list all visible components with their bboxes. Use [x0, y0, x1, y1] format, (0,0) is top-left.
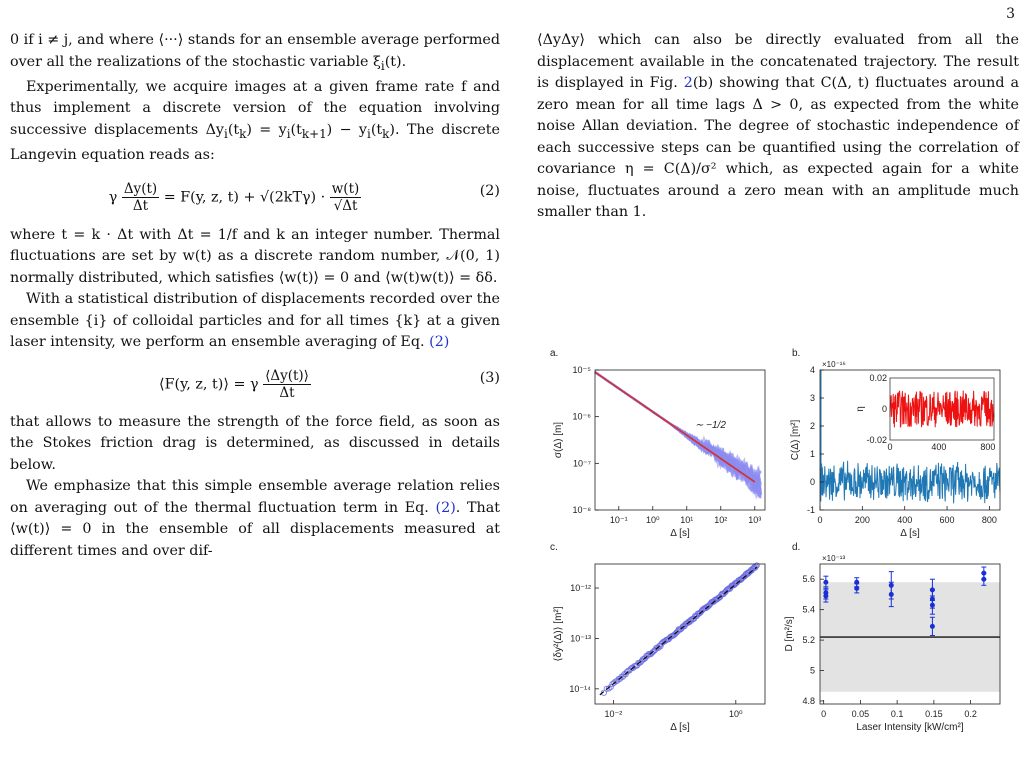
- panel-d-ytick-label: 5.6: [802, 574, 815, 585]
- panel-b-inset-ytick-label: 0.02: [869, 373, 887, 383]
- panel-d-point: [823, 593, 828, 598]
- panel-b-ytick-label: 2: [809, 421, 815, 431]
- panel-d-xtick-label: 0.1: [890, 709, 904, 719]
- paragraph-3: where t = k · Δt with Δt = 1/f and k an integer number. Thermal fluctuations are set by w(t) as a discrete random number, 𝒩(0, 1) normally distributed, which satisfies ⟨w(t)⟩ = 0 and ⟨w(t)w(t)⟩ = δδ.: [10, 226, 500, 286]
- panel-a-ytick-label: 10⁻⁵: [572, 365, 591, 375]
- panel-d-point: [930, 624, 935, 629]
- equation-2: γ $\frac{\Delta y(t)}{\Delta t}$ = F(y, z, t) + √(2kTγ) · $\frac{w(t)}{√\Delta t}$ (2): [108, 180, 500, 214]
- equation-3: ⟨F(y, z, t)⟩ = γ $\frac{⟨\Delta y(t)⟩}{\Delta t}$ (3): [159, 367, 500, 401]
- panel-b-inset-xtick-label: 0: [887, 442, 893, 452]
- panel-a-xtick-label: 10⁻¹: [609, 515, 628, 525]
- panel-b-inset-xtick-label: 400: [931, 442, 947, 452]
- panel-d-exponent: ×10⁻¹³: [822, 554, 846, 563]
- panel-a-xtick-label: 10³: [748, 515, 762, 525]
- panel-d-point: [823, 580, 828, 585]
- panel-a-axes: [595, 370, 765, 510]
- panel-b-inset-ylabel: η: [855, 406, 866, 412]
- panel-d-label: d.: [792, 542, 801, 553]
- panel-a-xtick-label: 10⁰: [645, 515, 660, 525]
- panel-d-point: [981, 571, 986, 576]
- panel-a-ylabel: σ(Δ) [m]: [553, 421, 564, 459]
- panel-a-ytick-label: 10⁻⁷: [572, 458, 591, 469]
- panel-c-ylabel: ⟨δy²(Δ)⟩ [m²]: [553, 606, 564, 662]
- panel-b-xtick-label: 600: [939, 515, 955, 525]
- equation-3-number: (3): [479, 369, 500, 386]
- panel-b-xlabel: Δ [s]: [900, 528, 920, 539]
- panel-b-inset-ytick-label: -0.02: [866, 435, 887, 445]
- panel-c-ytick-label: 10⁻¹²: [570, 583, 591, 594]
- panel-c-xtick-label: 10⁰: [728, 709, 743, 719]
- panel-b-data-line: [820, 461, 1000, 504]
- panel-d-xlabel: Laser Intensity [kW/cm²]: [856, 722, 964, 733]
- panel-b-inset-xtick-label: 800: [980, 442, 996, 452]
- paragraph-1: 0 if i ≠ j, and where ⟨···⟩ stands for an ensemble average performed over all the realizations of the stochastic variable $\xi_i(t)$.: [10, 32, 500, 73]
- eq-reference-link-2[interactable]: (2): [435, 499, 456, 516]
- page-number: 3: [1006, 6, 1015, 22]
- panel-b-ytick-label: 3: [809, 393, 815, 403]
- panel-d-xtick-label: 0.2: [964, 709, 977, 719]
- panel-b-xtick-label: 400: [897, 515, 913, 525]
- panel-d-ytick-label: 5.4: [802, 604, 815, 615]
- left-column: [10, 30, 500, 562]
- right-paragraph-1: ⟨ΔyΔy⟩ which can also be directly evaluated from all the displacement available in the concatenated trajectory. The result is displayed in Fig. 2(b) showing that C(Δ, t) fluctuates around a zero mean for all time lags Δ > 0, as expected from the white noise Allan deviation. The degree of stochastic independence of each successive steps can be quantified using the correlation of covariance η = C(Δ)/σ² which, as expected again for a white noise, fluctuates around a zero mean with an amplitude much smaller than 1.: [537, 32, 1020, 220]
- panel-b-ytick-label: 4: [809, 365, 815, 375]
- panel-a-label: a.: [550, 348, 559, 359]
- panel-b-ytick-label: 1: [809, 449, 815, 459]
- panel-a-annotation: ∼ −1/2: [695, 420, 726, 431]
- panel-a-ytick-label: 10⁻⁸: [572, 505, 591, 515]
- paragraph-2: Experimentally, we acquire images at a given frame rate f and thus implement a discrete version of the equation involving successive displacements $\Delta y_i(t_k) = y_i(t_{k+1}) - y_i(t_k)$. The discrete Langevin equation reads as:: [10, 78, 500, 164]
- figure-svg: [540, 342, 1020, 742]
- panel-a-ytick-label: 10⁻⁶: [572, 411, 591, 422]
- figure-2: [540, 342, 1020, 742]
- panel-d-xtick-label: 0.05: [851, 709, 870, 719]
- panel-d-xtick-label: 0.15: [925, 709, 943, 719]
- panel-d-ytick-label: 5.2: [802, 635, 815, 646]
- fig-reference-link[interactable]: 2: [683, 75, 693, 91]
- panel-d-ytick-label: 5: [809, 665, 815, 676]
- panel-c-ytick-label: 10⁻¹³: [570, 633, 591, 644]
- paragraph-6: We emphasize that this simple ensemble average relation relies on averaging out of the thermal fluctuation term in Eq. (2). That ⟨w(t)⟩ = 0 in the ensemble of all displacements measured at different times and over dif-: [10, 478, 500, 559]
- panel-c-ytick-label: 10⁻¹⁴: [569, 683, 591, 694]
- panel-d-point: [854, 586, 859, 591]
- eq-reference-link[interactable]: (2): [429, 334, 450, 351]
- panel-b-inset-ytick-label: 0: [881, 404, 887, 414]
- panel-a-xtick-label: 10¹: [680, 515, 694, 525]
- panel-d-point: [889, 592, 894, 597]
- right-column: [537, 30, 1019, 224]
- panel-d-ytick-label: 4.8: [802, 695, 815, 706]
- paragraph-4: With a statistical distribution of displacements recorded over the ensemble {i} of colloidal particles and for all times {k} at a given laser intensity, we perform an ensemble averaging of Eq. (2): [10, 291, 500, 351]
- panel-b-xtick-label: 200: [854, 515, 870, 525]
- panel-d-point: [930, 603, 935, 608]
- panel-a-xlabel: Δ [s]: [670, 528, 690, 539]
- panel-a-data-line: [595, 372, 761, 498]
- panel-c-label: c.: [550, 542, 558, 553]
- equation-2-number: (2): [479, 182, 500, 199]
- panel-c-axes: [595, 564, 765, 704]
- panel-b-ytick-label: 0: [809, 477, 815, 487]
- panel-b-ylabel: C(Δ) [m²]: [790, 419, 801, 461]
- panel-d-xtick-label: 0: [821, 709, 827, 719]
- panel-a-xtick-label: 10²: [714, 515, 728, 525]
- panel-b-xtick-label: 800: [981, 515, 997, 525]
- panel-a-fit-line: [595, 372, 755, 482]
- panel-c-xtick-label: 10⁻²: [604, 709, 623, 719]
- panel-c-xlabel: Δ [s]: [670, 722, 690, 733]
- panel-b-ytick-label: -1: [806, 505, 815, 515]
- panel-a-data-line: [595, 372, 761, 495]
- paragraph-5: that allows to measure the strength of the force field, as soon as the Stokes friction drag is determined, as discussed in details below.: [10, 413, 500, 473]
- panel-b-exponent: ×10⁻¹⁶: [822, 360, 846, 369]
- panel-b-label: b.: [792, 348, 801, 359]
- panel-b-xtick-label: 0: [817, 515, 823, 525]
- panel-d-ylabel: D [m²/s]: [784, 616, 795, 652]
